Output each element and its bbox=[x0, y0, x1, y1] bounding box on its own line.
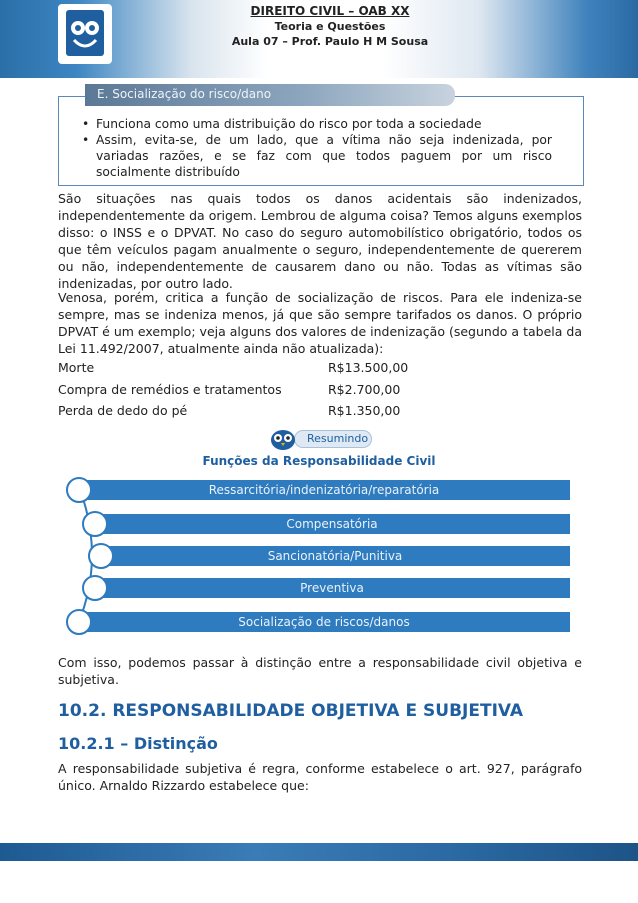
resumindo-badge bbox=[268, 427, 372, 449]
paragraph-2: Venosa, porém, critica a função de socialização de riscos. Para ele indeniza-se sempre, mas se indeniza menos, já que são sempre tarifados os danos. O próprio DPVAT é um exemplo; veja alguns dos valores de indenização (segundo a tabela da Lei 11.492/2007, atualmente ainda não atualizada): bbox=[58, 290, 582, 356]
bullet-circle-icon bbox=[82, 511, 108, 537]
paragraph-1: São situações nas quais todos os danos acidentais são indenizados, independentemente da origem. Lembrou de alguma coisa? Temos alguns exemplos disso: o INSS e o DPVAT. No caso do seguro automobilístico obrigatório, todos os que têm veículos pagam anualmente o seguro, independentemente de quererem ou não, independentemente de causarem dano ou não. Todas as vítimas são indenizadas, por outro lado. bbox=[58, 191, 582, 291]
value-row bbox=[58, 382, 401, 397]
course-title: DIREITO CIVIL – OAB XX bbox=[250, 4, 410, 18]
value-label: Perda de dedo do pé bbox=[58, 403, 188, 418]
value-amount: R$1.350,00 bbox=[328, 403, 401, 418]
bullet-circle-icon bbox=[66, 609, 92, 635]
summary-bullets bbox=[82, 116, 552, 180]
logo bbox=[58, 4, 112, 64]
resumindo-label: Resumindo bbox=[307, 432, 369, 445]
owl-icon bbox=[268, 427, 298, 451]
bullet-item bbox=[82, 116, 552, 132]
resumindo-pill bbox=[294, 430, 372, 448]
value-amount: R$13.500,00 bbox=[328, 360, 409, 375]
function-bar: Sancionatória/Punitiva bbox=[100, 546, 570, 566]
bullet-circle-icon bbox=[88, 543, 114, 569]
footer-band bbox=[0, 843, 638, 861]
value-amount: R$2.700,00 bbox=[328, 382, 401, 397]
course-subtitle: Teoria e Questões bbox=[274, 20, 386, 33]
function-bar: Socialização de riscos/danos bbox=[78, 612, 570, 632]
lesson-label: Aula 07 – Prof. Paulo H M Sousa bbox=[231, 35, 429, 48]
bullet-circle-icon bbox=[82, 575, 108, 601]
function-bar: Compensatória bbox=[94, 514, 570, 534]
value-row bbox=[58, 403, 401, 418]
paragraph-4: A responsabilidade subjetiva é regra, conforme estabelece o art. 927, parágrafo único. Arnaldo Rizzardo estabelece que: bbox=[58, 761, 582, 793]
bullet-item bbox=[82, 132, 552, 180]
subsection-heading: 10.2.1 – Distinção bbox=[58, 734, 218, 753]
bullet-text: Assim, evita-se, de um lado, que a vítima não seja indenizada, por variadas razões, e se faz com que todos paguem por um risco socialmente distribuído bbox=[96, 133, 552, 179]
bullet-text: Funciona como uma distribuição do risco por toda a sociedade bbox=[96, 117, 482, 131]
value-row bbox=[58, 360, 409, 375]
bullet-dot-icon: • bbox=[82, 133, 90, 147]
functions-diagram bbox=[58, 474, 582, 639]
section-heading: 10.2. RESPONSABILIDADE OBJETIVA E SUBJETIVA bbox=[58, 701, 524, 721]
function-bar: Ressarcitória/indenizatória/reparatória bbox=[78, 480, 570, 500]
paragraph-3: Com isso, podemos passar à distinção entre a responsabilidade civil objetiva e subjetiva. bbox=[58, 655, 582, 687]
header-text bbox=[200, 4, 460, 49]
value-label: Compra de remédios e tratamentos bbox=[58, 382, 282, 397]
bullet-dot-icon: • bbox=[82, 117, 90, 131]
function-bar: Preventiva bbox=[94, 578, 570, 598]
bullet-circle-icon bbox=[66, 477, 92, 503]
summary-box-title: E. Socialização do risco/dano bbox=[97, 87, 272, 101]
value-label: Morte bbox=[58, 360, 95, 375]
functions-title: Funções da Responsabilidade Civil bbox=[202, 454, 436, 468]
summary-box-tab bbox=[85, 84, 455, 106]
owl-logo-icon bbox=[66, 10, 104, 56]
